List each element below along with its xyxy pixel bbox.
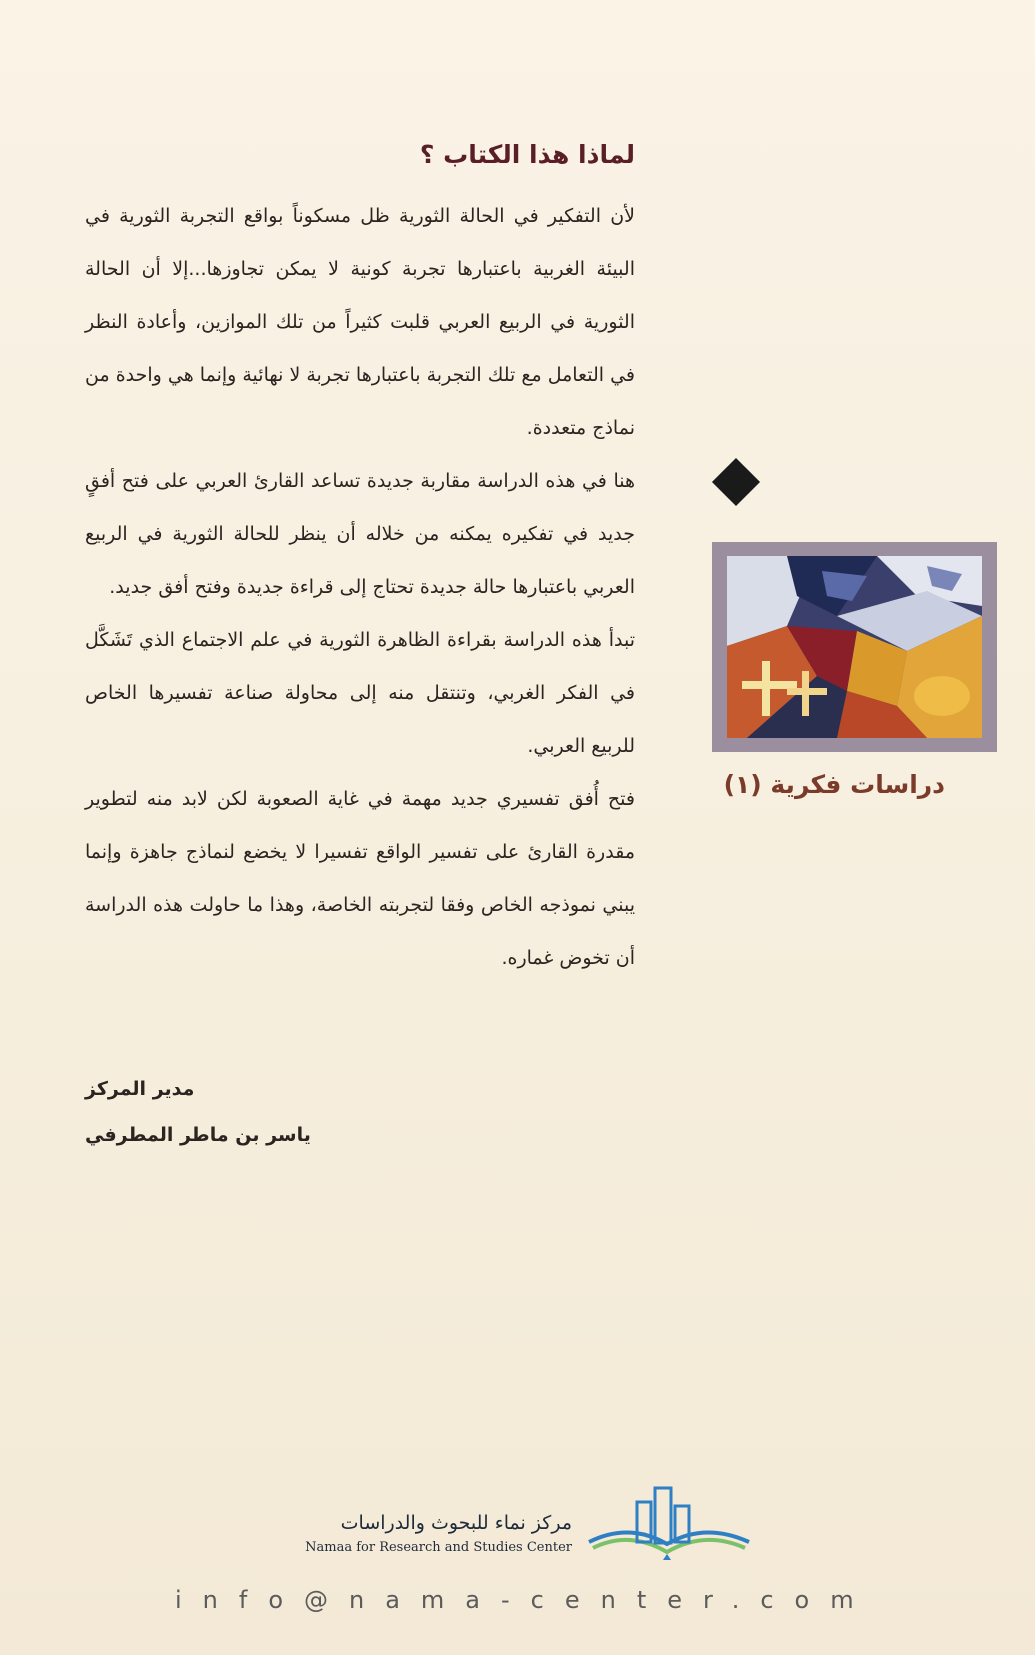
- series-label: دراسات فكرية (١): [723, 770, 945, 799]
- publisher-name-arabic: مركز نماء للبحوث والدراسات: [340, 1512, 572, 1534]
- section-heading: لماذا هذا الكتاب ؟: [419, 140, 635, 169]
- publisher-name-english: Namaa for Research and Studies Center: [305, 1540, 572, 1555]
- blurb-text: [85, 190, 635, 985]
- paragraph-4: فتح أُفق تفسيري جديد مهمة في غاية الصعوبة لكن لابد منه لتطوير مقدرة القارئ على تفسير الواقع تفسيرا لا يخضع لنماذج جاهزة وإنما يبني نموذجه الخاص وفقا لتجربته الخاصة، وهذا ما حاولت هذه الدراسة أن تخوض غماره.: [85, 788, 635, 969]
- paragraph-2: هنا في هذه الدراسة مقاربة جديدة تساعد القارئ العربي على فتح أفقٍ جديد في تفكيره يمكنه من خلاله أن ينظر للحالة الثورية في الربيع العربي باعتبارها حالة جديدة تحتاج إلى قراءة جديدة وفتح أفق جديد.: [85, 470, 635, 598]
- contact-email: info@nama-center.com: [175, 1586, 875, 1614]
- signature-name: ياسر بن ماطر المطرفي: [85, 1124, 311, 1146]
- cover-artwork-frame: [712, 542, 997, 752]
- abstract-painting: [727, 556, 982, 738]
- paragraph-3: تبدأ هذه الدراسة بقراءة الظاهرة الثورية في علم الاجتماع الذي تَشَكَّل في الفكر الغربي، وتنتقل منه إلى محاولة صناعة تفسيرها الخاص للربيع العربي.: [85, 629, 635, 757]
- paragraph-1: لأن التفكير في الحالة الثورية ظل مسكوناً بواقع التجربة الثورية في البيئة الغربية باعتبارها تجربة كونية لا يمكن تجاوزها...إلا أن الحالة الثورية في الربيع العربي قلبت كثيراً من تلك الموازين، وأعادة النظر في التعامل مع تلك التجربة باعتبارها تجربة لا نهائية وإنما هي واحدة من نماذج متعددة.: [85, 205, 635, 439]
- signature-role: مدير المركز: [85, 1078, 195, 1100]
- diamond-ornament: [712, 458, 760, 506]
- namaa-logo-icon: [579, 1482, 759, 1562]
